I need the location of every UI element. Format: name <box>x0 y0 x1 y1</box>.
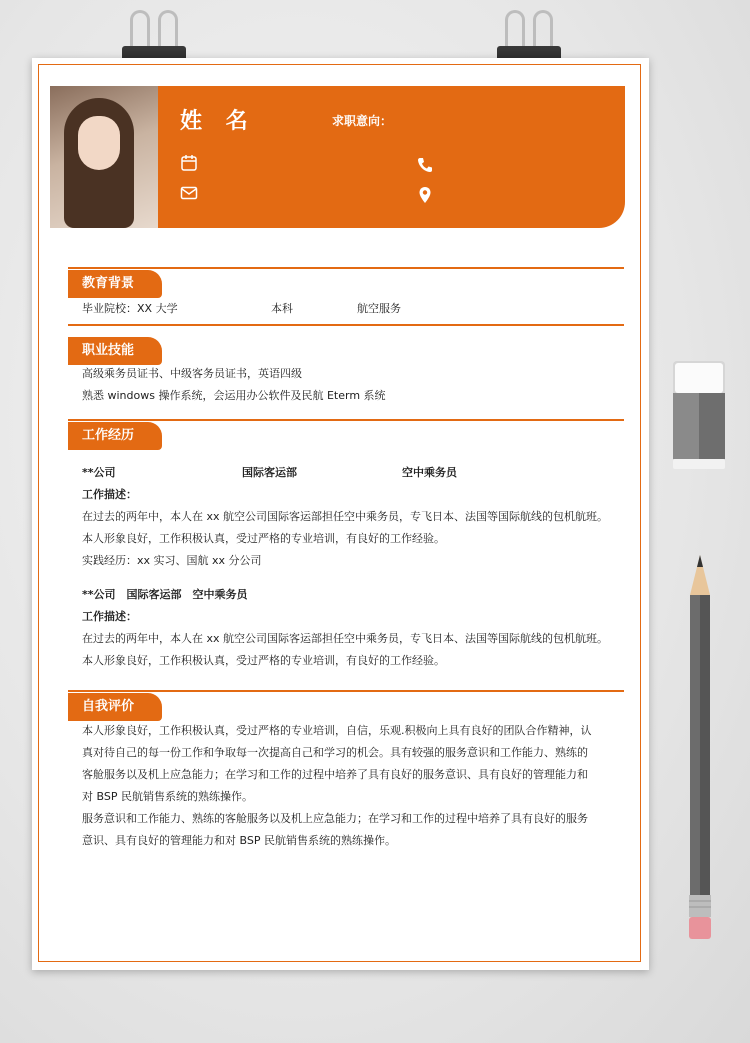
job1-desc-label: 工作描述： <box>82 488 137 501</box>
work-title: 工作经历 <box>68 422 162 450</box>
job2-desc-1: 在过去的两年中，本人在 xx 航空公司国际客运部担任空中乘务员，专飞日本、法国等国际航线的包机航班。 <box>82 632 609 645</box>
job2-desc-2: 本人形象良好，工作积极认真，受过严格的专业培训，有良好的工作经验。 <box>82 654 445 667</box>
skills-title: 职业技能 <box>68 337 162 365</box>
skills-line-2: 熟悉 windows 操作系统，会运用办公软件及民航 Eterm 系统 <box>82 389 386 402</box>
phone-icon <box>416 156 434 174</box>
job1-desc-2: 本人形象良好，工作积极认真，受过严格的专业培训，有良好的工作经验。 <box>82 532 445 545</box>
self-line-2: 真对待自己的每一份工作和争取每一次提高自己和学习的机会。具有较强的服务意识和工作能力、熟练的 <box>82 746 588 759</box>
education-school: 毕业院校：XX 大学 <box>82 302 178 315</box>
location-icon <box>416 186 434 204</box>
mail-icon <box>180 184 198 202</box>
pencil-decoration <box>686 555 714 945</box>
job1-position: 空中乘务员 <box>402 466 457 479</box>
skills-line-1: 高级乘务员证书、中级客务员证书，英语四级 <box>82 367 302 380</box>
job1-desc-1: 在过去的两年中，本人在 xx 航空公司国际客运部担任空中乘务员，专飞日本、法国等国际航线的包机航班。 <box>82 510 609 523</box>
self-line-3: 客舱服务以及机上应急能力；在学习和工作的过程中培养了具有良好的服务意识、具有良好的管理能力和 <box>82 768 588 781</box>
profile-photo <box>50 86 158 228</box>
education-major: 航空服务 <box>357 302 401 315</box>
self-title: 自我评价 <box>68 693 162 721</box>
education-title: 教育背景 <box>68 270 162 298</box>
job1-dept: 国际客运部 <box>242 466 297 479</box>
resume-paper <box>32 58 649 970</box>
work-section <box>68 419 624 453</box>
education-degree: 本科 <box>271 302 293 315</box>
job1-desc-3: 实践经历：xx 实习、国航 xx 分公司 <box>82 554 262 567</box>
self-section <box>68 690 624 724</box>
calendar-icon <box>180 154 198 172</box>
header-bar <box>158 86 625 228</box>
candidate-name: 姓 名 <box>180 109 256 134</box>
job1-company: **公司 <box>82 466 116 479</box>
self-line-1: 本人形象良好，工作积极认真，受过严格的专业培训，自信，乐观.积极向上具有良好的团队合作精神，认 <box>82 724 592 737</box>
job2-desc-label: 工作描述： <box>82 610 137 623</box>
self-line-6: 意识、具有良好的管理能力和对 BSP 民航销售系统的熟练操作。 <box>82 834 396 847</box>
job2-title: **公司 国际客运部 空中乘务员 <box>82 588 248 601</box>
skills-section <box>68 334 624 368</box>
education-section <box>68 267 624 327</box>
eraser-decoration <box>673 361 725 469</box>
self-line-5: 服务意识和工作能力、熟练的客舱服务以及机上应急能力；在学习和工作的过程中培养了具有良好的服务 <box>82 812 588 825</box>
job-intent-label: 求职意向： <box>332 114 393 128</box>
self-line-4: 对 BSP 民航销售系统的熟练操作。 <box>82 790 253 803</box>
resume-header <box>50 86 625 228</box>
